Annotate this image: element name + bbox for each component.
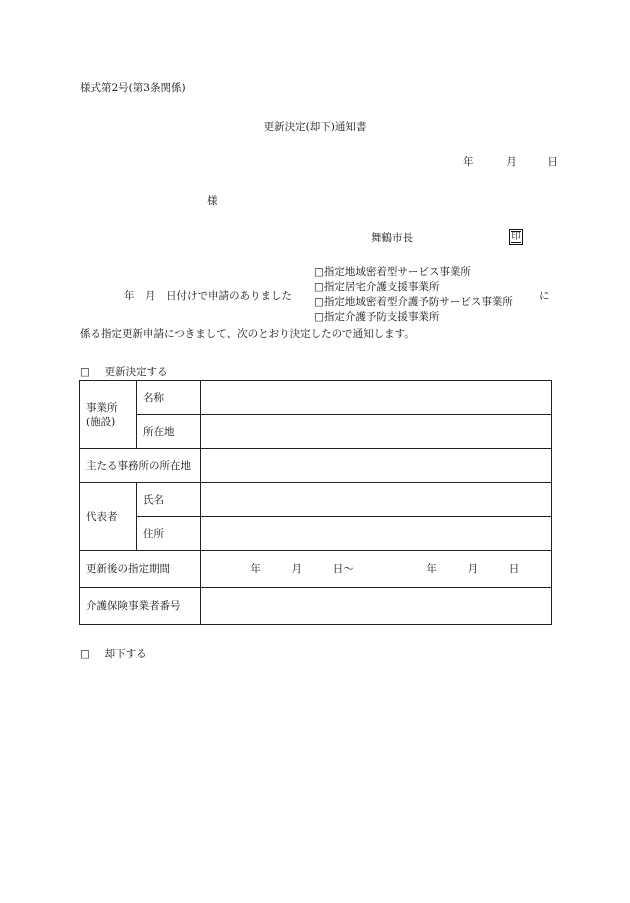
approve-option[interactable] — [80, 365, 168, 379]
reject-option[interactable] — [80, 647, 147, 661]
rep-address-label: 住所 — [137, 517, 201, 551]
office-sublabel: (施設) — [86, 415, 116, 428]
office-location-label: 所在地 — [137, 415, 201, 449]
office-label: 事業所 — [86, 401, 118, 414]
reject-label: 却下する — [104, 648, 147, 660]
office-label-cell — [80, 381, 137, 449]
period-end-month: 月 — [467, 563, 479, 575]
issue-date — [463, 155, 558, 169]
seal-mark: 印 — [509, 229, 523, 245]
rep-address-field[interactable] — [201, 517, 552, 551]
rep-name-label: 氏名 — [137, 483, 201, 517]
facility-type-list — [314, 265, 513, 325]
facility-type-option[interactable]: □指定地域密着型介護予防サービス事業所 — [314, 296, 513, 308]
page-title: 更新決定(却下)通知書 — [263, 121, 367, 133]
issuer-mayor: 舞鶴市長 — [371, 232, 413, 244]
period-end-year: 年 — [426, 563, 437, 575]
date-month: 月 — [506, 156, 517, 168]
office-location-field[interactable] — [201, 415, 552, 449]
main-office-field[interactable] — [201, 449, 552, 483]
approve-label: 更新決定する — [104, 366, 168, 378]
insurer-number-field[interactable] — [201, 588, 552, 625]
insurer-number-label: 介護保険事業者番号 — [80, 588, 201, 625]
rep-name-field[interactable] — [201, 483, 552, 517]
addressee-suffix: 様 — [207, 195, 218, 207]
period-start-day: 日～ — [332, 563, 354, 575]
main-office-label: 主たる事務所の所在地 — [80, 449, 201, 483]
office-name-field[interactable] — [201, 381, 552, 415]
period-label: 更新後の指定期間 — [80, 551, 201, 588]
representative-label: 代表者 — [80, 483, 137, 551]
approve-checkbox[interactable]: □ — [80, 366, 90, 378]
date-year: 年 — [463, 156, 474, 168]
application-date-text: 年 月 日付けで申請のありました — [124, 290, 292, 302]
reject-checkbox[interactable]: □ — [80, 648, 90, 660]
period-start-year: 年 — [250, 563, 261, 575]
facility-type-option[interactable]: □指定介護予防支援事業所 — [314, 311, 440, 323]
form-number: 様式第2号(第3条関係) — [80, 82, 186, 94]
approval-details-table — [79, 380, 552, 625]
office-name-label: 名称 — [137, 381, 201, 415]
facility-type-option[interactable]: □指定地域密着型サービス事業所 — [314, 266, 471, 278]
period-field[interactable] — [201, 551, 552, 588]
facility-type-option[interactable]: □指定居宅介護支援事業所 — [314, 281, 440, 293]
period-end-day: 日 — [508, 563, 520, 575]
date-day: 日 — [547, 156, 558, 168]
period-start-month: 月 — [291, 563, 303, 575]
notification-body: 係る指定更新申請につきまして、次のとおり決定したので通知します。 — [80, 328, 415, 340]
intro-suffix: に — [539, 290, 550, 302]
